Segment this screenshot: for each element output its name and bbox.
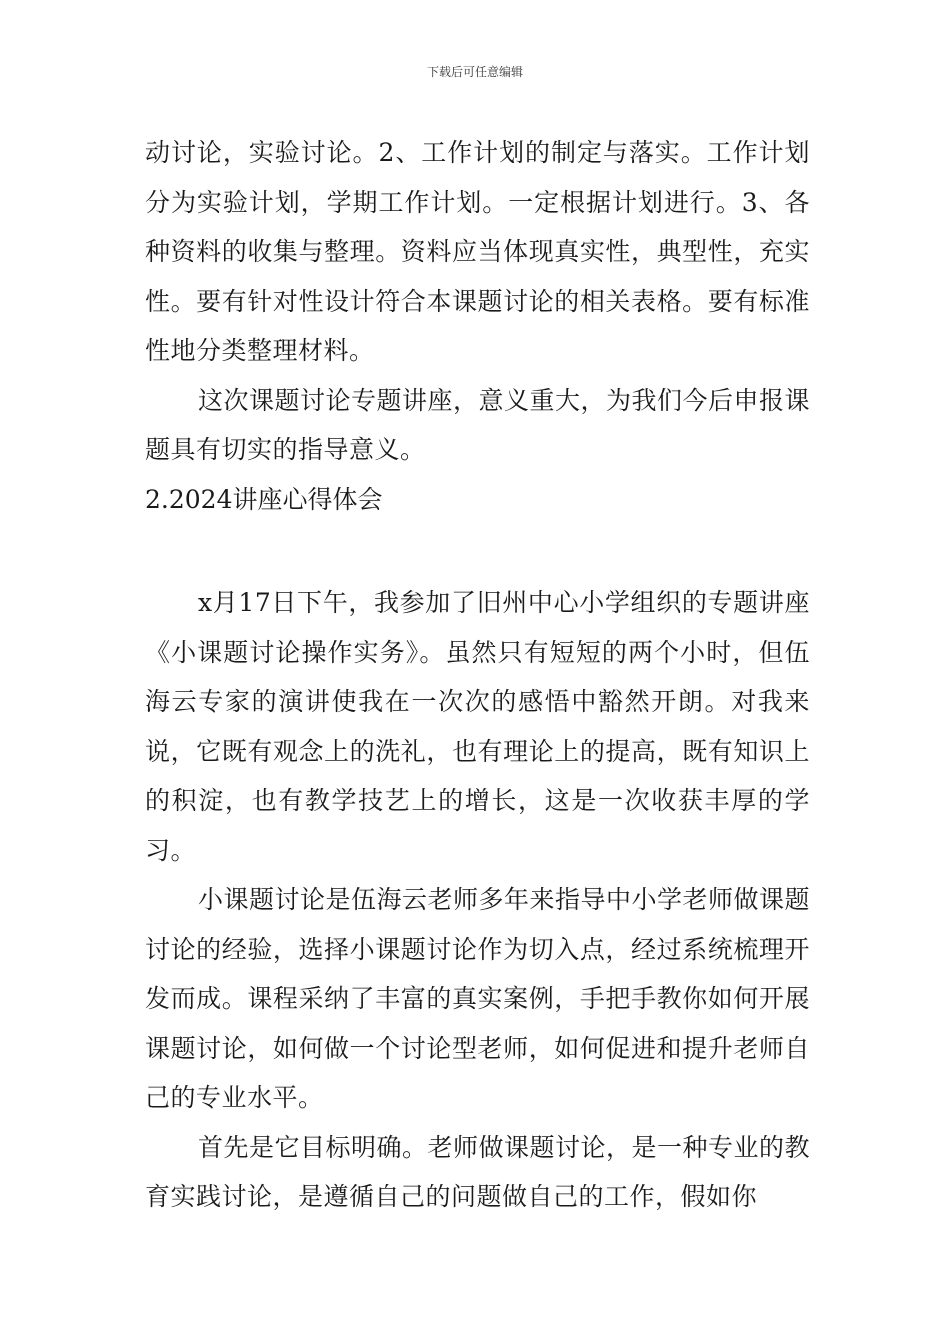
document-body <box>145 128 810 1222</box>
paragraph-3: x月17日下午，我参加了旧州中心小学组织的专题讲座《小课题讨论操作实务》。虽然只有短短的两个小时，但伍海云专家的演讲使我在一次次的感悟中豁然开朗。对我来说，它既有观念上的洗礼，也有理论上的提高，既有知识上的积淀，也有教学技艺上的增长，这是一次收获丰厚的学习。 <box>145 588 810 865</box>
paragraph-5: 首先是它目标明确。老师做课题讨论，是一种专业的教育实践讨论，是遵循自己的问题做自己的工作，假如你 <box>145 1132 811 1211</box>
paragraph-1: 动讨论，实验讨论。2、工作计划的制定与落实。工作计划分为实验计划，学期工作计划。一定根据计划进行。3、各种资料的收集与整理。资料应当体现真实性，典型性，充实性。要有针对性设计符合本课题讨论的相关表格。要有标准性地分类整理材料。 <box>145 138 810 365</box>
paragraph-2: 这次课题讨论专题讲座，意义重大，为我们今后申报课题具有切实的指导意义。 <box>145 385 811 464</box>
paragraph-4: 小课题讨论是伍海云老师多年来指导中小学老师做课题讨论的经验，选择小课题讨论作为切入点，经过系统梳理开发而成。课程采纳了丰富的真实案例，手把手教你如何开展课题讨论，如何做一个讨论型老师，如何促进和提升老师自己的专业水平。 <box>145 885 811 1112</box>
page-header: 下载后可任意编辑 <box>426 65 523 79</box>
blank-line <box>145 524 810 578</box>
section-title: 2.2024讲座心得体会 <box>145 484 383 514</box>
